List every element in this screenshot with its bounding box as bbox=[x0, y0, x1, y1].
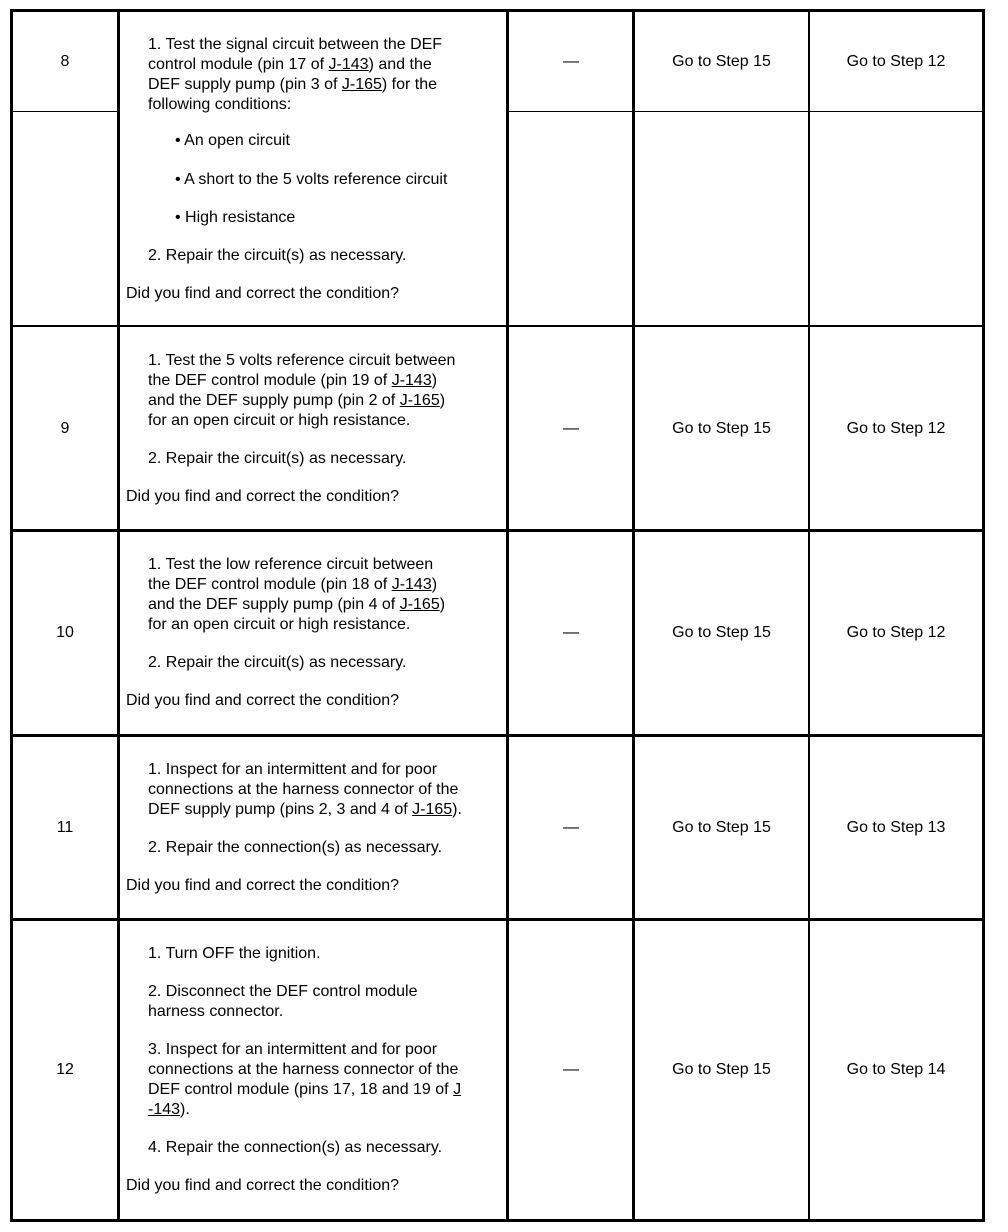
description-line: for an open circuit or high resistance. bbox=[148, 616, 411, 633]
description-line: 2. Repair the circuit(s) as necessary. bbox=[148, 247, 407, 264]
row-divider bbox=[10, 734, 985, 737]
description-line: harness connector. bbox=[148, 1003, 284, 1020]
question-line: Did you find and correct the condition? bbox=[126, 877, 400, 894]
no-action: Go to Step 12 bbox=[846, 419, 946, 437]
value-cell: — bbox=[563, 624, 579, 641]
column-divider bbox=[117, 9, 120, 1222]
description-line: 4. Repair the connection(s) as necessary. bbox=[148, 1139, 443, 1156]
bullet-item: • A short to the 5 volts reference circuit bbox=[175, 171, 448, 188]
question-line: Did you find and correct the condition? bbox=[126, 488, 400, 505]
description-line: control module (pin 17 of J-143) and the bbox=[148, 56, 432, 73]
no-action: Go to Step 12 bbox=[846, 53, 946, 70]
question-line: Did you find and correct the condition? bbox=[126, 1177, 400, 1194]
row-divider bbox=[10, 325, 985, 327]
description-line: for an open circuit or high resistance. bbox=[148, 412, 411, 429]
bullet-item: • An open circuit bbox=[175, 132, 290, 149]
connector-link[interactable]: J-143 bbox=[328, 56, 369, 73]
description-line: DEF supply pump (pin 3 of J-165) for the bbox=[148, 76, 438, 93]
connector-link[interactable]: J-165 bbox=[399, 392, 440, 409]
yes-action: Go to Step 15 bbox=[672, 624, 771, 641]
value-cell: — bbox=[563, 1061, 579, 1078]
question-line: Did you find and correct the condition? bbox=[126, 285, 400, 302]
description-line: DEF supply pump (pins 2, 3 and 4 of J-165). bbox=[148, 801, 462, 818]
connector-link[interactable]: -143 bbox=[148, 1101, 181, 1118]
description-line: the DEF control module (pin 19 of J-143) bbox=[148, 372, 438, 389]
step-description bbox=[120, 921, 507, 1219]
description-line: 2. Repair the circuit(s) as necessary. bbox=[148, 450, 407, 467]
row-divider bbox=[508, 111, 984, 112]
step-number: 8 bbox=[60, 53, 70, 70]
description-line: 1. Inspect for an intermittent and for poor bbox=[148, 761, 438, 778]
step-description bbox=[120, 532, 507, 734]
description-line: and the DEF supply pump (pin 4 of J-165) bbox=[148, 596, 446, 613]
description-line: -143). bbox=[148, 1101, 190, 1118]
value-cell: — bbox=[563, 818, 579, 836]
step-description bbox=[120, 328, 507, 529]
connector-link[interactable]: J-165 bbox=[399, 596, 440, 613]
description-line: 2. Repair the connection(s) as necessary. bbox=[148, 839, 443, 856]
description-line: 2. Repair the circuit(s) as necessary. bbox=[148, 654, 407, 671]
description-line: and the DEF supply pump (pin 2 of J-165) bbox=[148, 392, 446, 409]
description-line: connections at the harness connector of the bbox=[148, 781, 459, 798]
step-description bbox=[120, 12, 507, 326]
table-border bbox=[10, 9, 13, 1222]
connector-link[interactable]: J bbox=[453, 1081, 462, 1098]
yes-action: Go to Step 15 bbox=[672, 818, 771, 836]
description-line: 1. Turn OFF the ignition. bbox=[148, 945, 321, 962]
question-line: Did you find and correct the condition? bbox=[126, 692, 400, 709]
step-number: 11 bbox=[56, 818, 74, 836]
no-action: Go to Step 12 bbox=[846, 624, 946, 641]
connector-link[interactable]: J-143 bbox=[391, 372, 432, 389]
bullet-item: • High resistance bbox=[175, 209, 296, 226]
description-line: following conditions: bbox=[148, 96, 292, 113]
description-line: connections at the harness connector of the bbox=[148, 1061, 459, 1078]
description-line: 1. Test the low reference circuit between bbox=[148, 556, 434, 573]
row-divider bbox=[12, 111, 118, 112]
step-number: 12 bbox=[56, 1061, 74, 1078]
connector-link[interactable]: J-165 bbox=[341, 76, 382, 93]
description-line: 2. Disconnect the DEF control module bbox=[148, 983, 418, 1000]
description-line: 3. Inspect for an intermittent and for poor bbox=[148, 1041, 438, 1058]
connector-link[interactable]: J-143 bbox=[391, 576, 432, 593]
step-number: 10 bbox=[56, 624, 74, 641]
value-cell: — bbox=[563, 53, 579, 70]
table-border bbox=[982, 9, 985, 1222]
column-divider bbox=[506, 9, 509, 1222]
row-divider bbox=[10, 918, 985, 921]
step-description bbox=[120, 737, 507, 918]
table-border bbox=[10, 9, 985, 12]
no-action: Go to Step 13 bbox=[846, 818, 946, 836]
yes-action: Go to Step 15 bbox=[672, 53, 771, 70]
column-divider bbox=[808, 9, 810, 1222]
description-line: DEF control module (pins 17, 18 and 19 of J bbox=[148, 1081, 462, 1098]
description-line: 1. Test the signal circuit between the DEF bbox=[148, 36, 443, 53]
column-divider bbox=[632, 9, 635, 1222]
yes-action: Go to Step 15 bbox=[672, 419, 771, 437]
connector-link[interactable]: J-165 bbox=[412, 801, 453, 818]
value-cell: — bbox=[563, 419, 579, 437]
description-line: the DEF control module (pin 18 of J-143) bbox=[148, 576, 438, 593]
description-line: 1. Test the 5 volts reference circuit between bbox=[148, 352, 456, 369]
step-number: 9 bbox=[60, 419, 70, 437]
table-border bbox=[10, 1219, 985, 1222]
yes-action: Go to Step 15 bbox=[672, 1061, 771, 1078]
no-action: Go to Step 14 bbox=[846, 1061, 946, 1078]
row-divider bbox=[10, 529, 985, 532]
